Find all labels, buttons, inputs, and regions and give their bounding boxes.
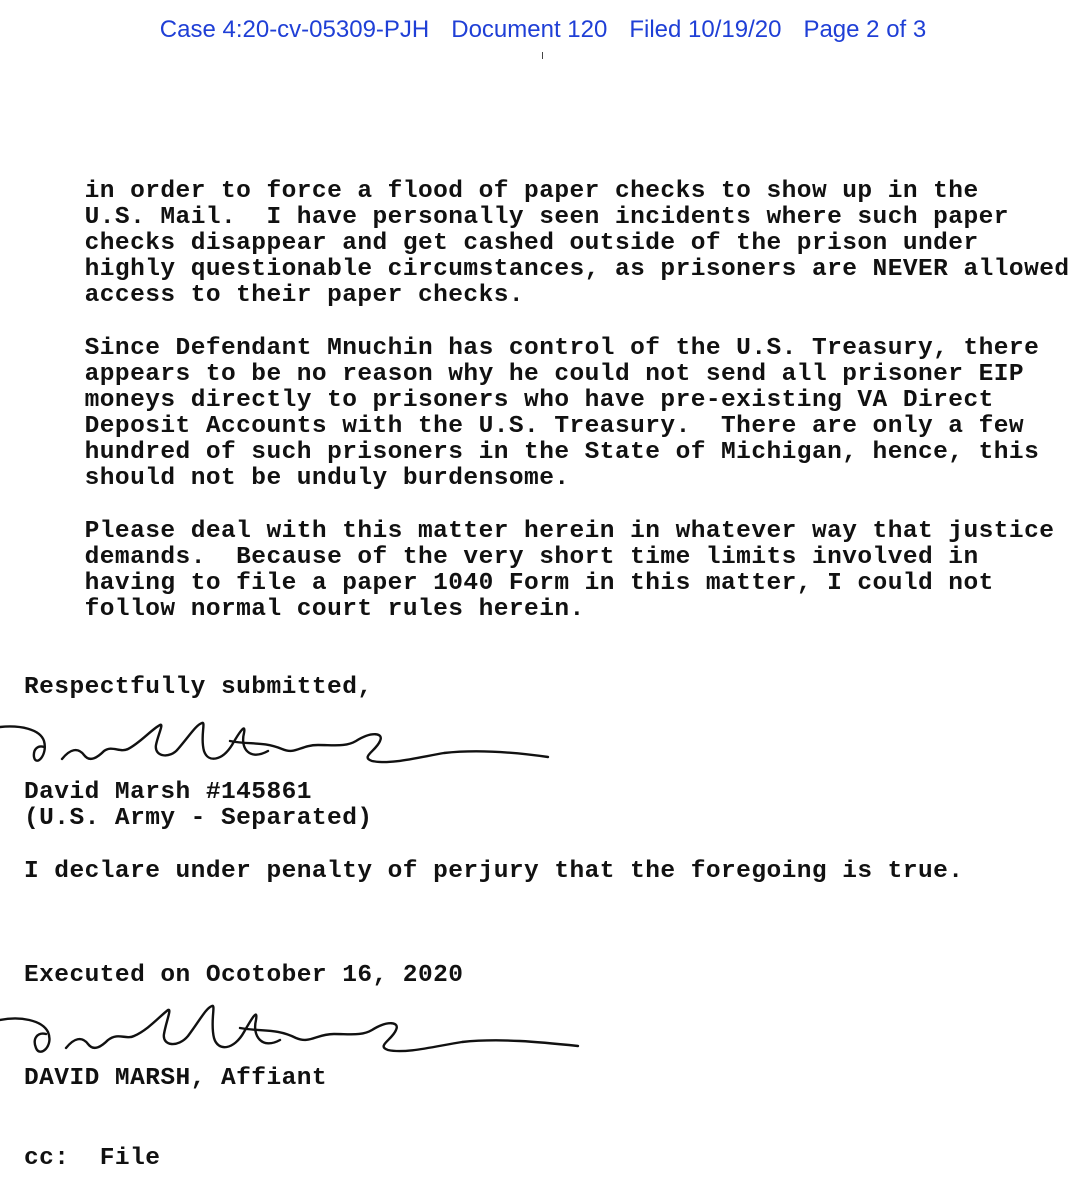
- text-line: demands. Because of the very short time limits involved in: [84, 544, 979, 571]
- text-line: Deposit Accounts with the U.S. Treasury. There are only a few: [84, 413, 1025, 440]
- signature-2: [0, 990, 590, 1070]
- text-line: access to their paper checks.: [84, 282, 525, 309]
- text-line: hundred of such prisoners in the State of Michigan, hence, this: [84, 439, 1040, 466]
- affiant-line: DAVID MARSH, Affiant: [24, 1065, 328, 1092]
- document-number: Document 120: [451, 16, 608, 43]
- paragraph-3: [24, 493, 1054, 649]
- text-line: having to file a paper 1040 Form in this matter, I could not: [84, 570, 994, 597]
- paragraph-2: [24, 310, 1039, 518]
- executed-date: Executed on Ocotober 16, 2020: [24, 962, 464, 989]
- signer-name: David Marsh #145861: [24, 779, 312, 806]
- paragraph-1: [24, 153, 1070, 335]
- text-line: moneys directly to prisoners who have pre-existing VA Direct: [84, 387, 994, 414]
- text-line: should not be unduly burdensome.: [84, 465, 570, 492]
- case-number: Case 4:20-cv-05309-PJH: [159, 16, 430, 43]
- page-number: Page 2 of 3: [803, 16, 927, 43]
- text-line: highly questionable circumstances, as prisoners are NEVER allowed: [84, 256, 1070, 283]
- filed-date: Filed 10/19/20: [629, 16, 782, 43]
- text-line: in order to force a flood of paper checks to show up in the: [84, 178, 979, 205]
- cc-line: cc: File: [24, 1145, 161, 1172]
- header-tick-mark: [542, 52, 543, 59]
- text-line: appears to be no reason why he could not send all prisoner EIP: [84, 361, 1025, 388]
- text-line: Since Defendant Mnuchin has control of the U.S. Treasury, there: [84, 335, 1040, 362]
- signer-service: (U.S. Army - Separated): [24, 805, 373, 832]
- signature-1: [0, 705, 580, 785]
- declaration: I declare under penalty of perjury that the foregoing is true.: [24, 858, 964, 885]
- text-line: follow normal court rules herein.: [84, 596, 585, 623]
- salutation: Respectfully submitted,: [24, 674, 373, 701]
- ecf-header: [0, 16, 1086, 44]
- text-line: checks disappear and get cashed outside of the prison under: [84, 230, 979, 257]
- text-line: Please deal with this matter herein in whatever way that justice: [84, 518, 1055, 545]
- text-line: U.S. Mail. I have personally seen incidents where such paper: [84, 204, 1009, 231]
